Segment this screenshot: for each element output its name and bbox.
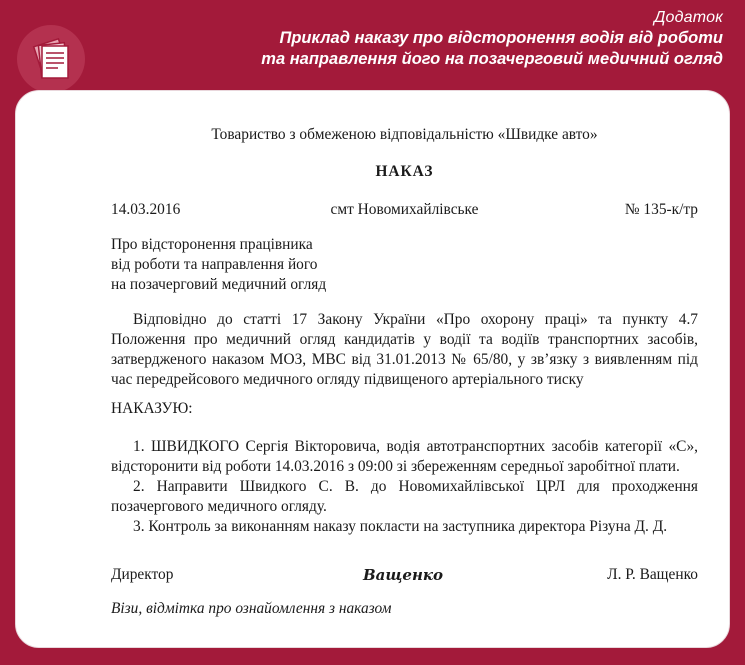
document-meta bbox=[111, 201, 698, 221]
header bbox=[261, 8, 723, 70]
signature-block bbox=[111, 566, 698, 586]
order-item: 1. ШВИДКОГО Сергія Вікторовича, водія автотранспортних засобів категорії «С», відсторонити від роботи 14.03.2016 з 09:00 зі збереженням середньої заробітної плати. bbox=[111, 438, 698, 475]
document-title: НАКАЗ bbox=[375, 163, 434, 180]
document-subject bbox=[111, 235, 698, 295]
order-word: НАКАЗУЮ: bbox=[111, 400, 193, 417]
company-name: Товариство з обмеженою відповідальністю «Швидке авто» bbox=[211, 126, 598, 143]
document-date: 14.03.2016 bbox=[111, 201, 181, 218]
document-place: смт Новомихайлівське bbox=[330, 201, 479, 218]
order-item: 2. Направити Швидкого С. В. до Новомихайлівської ЦРЛ для проходження позачергового медичного огляду. bbox=[111, 478, 698, 515]
header-title-line2: та направлення його на позачерговий медичний огляд bbox=[261, 50, 723, 68]
signer-role: Директор bbox=[111, 566, 174, 583]
document-stack-icon bbox=[16, 24, 86, 94]
subject-line: від роботи та направлення його bbox=[111, 256, 318, 273]
subject-line: Про відсторонення працівника bbox=[111, 236, 313, 253]
preamble: Відповідно до статті 17 Закону України «Про охорону праці» та пункту 4.7 Положення про медичний огляд кандидатів у водії та водіїв транспортних засобів, затвердженого наказом МОЗ, МВС від 31.01.2013 № 65/80, у зв’язку з виявленням під час передрейсового медичного огляду підвищеного артеріального тиску bbox=[111, 311, 698, 388]
order-items bbox=[111, 437, 698, 537]
document-number: № 135-к/тр bbox=[624, 201, 698, 218]
signer-name: Л. Р. Ващенко bbox=[607, 566, 698, 583]
visa-note: Візи, відмітка про ознайомлення з наказом bbox=[111, 600, 392, 617]
header-kicker: Додаток bbox=[654, 9, 723, 26]
handwritten-signature: Ващенко bbox=[363, 566, 444, 584]
order-item: 3. Контроль за виконанням наказу покласти на заступника директора Різуна Д. Д. bbox=[133, 518, 668, 535]
subject-line: на позачерговий медичний огляд bbox=[111, 276, 327, 293]
header-title-line1: Приклад наказу про відсторонення водія від роботи bbox=[279, 29, 723, 47]
